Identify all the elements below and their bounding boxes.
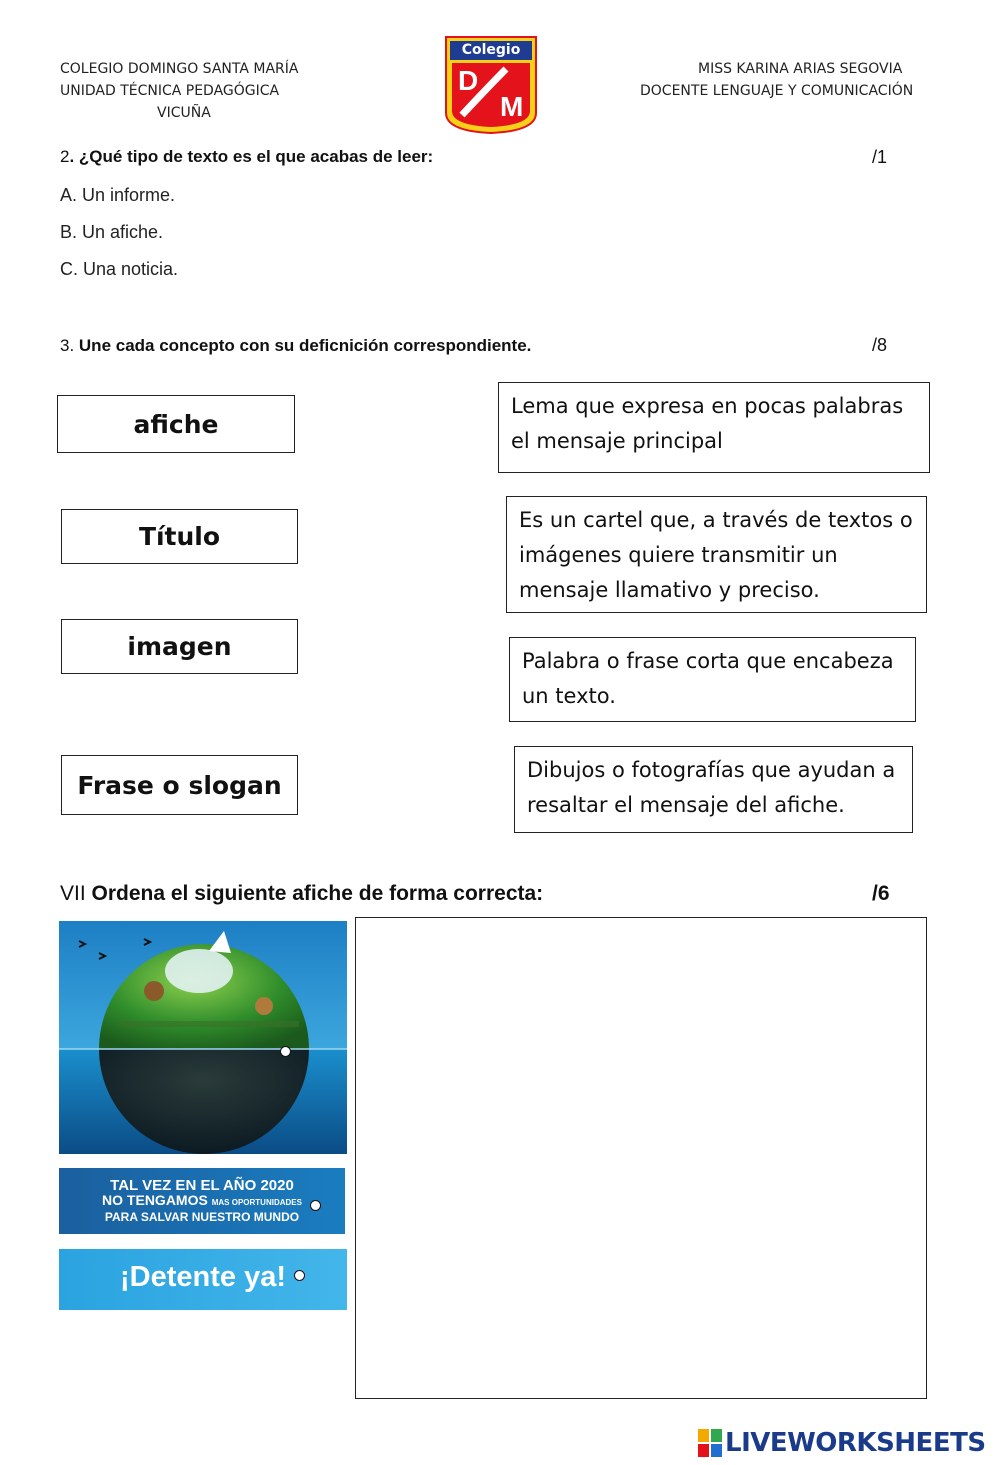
drag-handle-dot[interactable]: [280, 1046, 291, 1057]
school-logo: [444, 35, 538, 135]
banner-line-2b: MAS OPORTUNIDADES: [211, 1198, 302, 1207]
concept-titulo[interactable]: Título: [61, 509, 298, 564]
definition-titulo[interactable]: Palabra o frase corta que encabeza un texto.: [509, 637, 916, 722]
logo-letter-m: M: [500, 91, 524, 122]
question-2-option-c[interactable]: C. Una noticia.: [60, 259, 179, 279]
question-2-score: /1: [872, 147, 888, 167]
school-city: VICUÑA: [157, 105, 211, 121]
question-7-score: /6: [872, 882, 890, 905]
school-unit: UNIDAD TÉCNICA PEDAGÓGICA: [60, 83, 280, 99]
poster-piece-banner[interactable]: [59, 1168, 345, 1234]
drag-handle-dot[interactable]: [310, 1200, 321, 1211]
question-7-text: Ordena el siguiente afiche de forma correcta:: [91, 882, 544, 905]
banner-line-1: TAL VEZ EN EL AÑO 2020: [110, 1177, 294, 1194]
school-header-right: [640, 58, 935, 102]
liveworksheets-icon: [698, 1429, 722, 1457]
question-3-score: /8: [872, 335, 888, 355]
question-7-title: [60, 882, 543, 906]
poster-piece-cta[interactable]: [59, 1249, 347, 1310]
banner-line-2a: NO TENGAMOS: [102, 1192, 208, 1208]
teacher-name: MISS KARINA ARIAS SEGOVIA: [698, 61, 903, 77]
logo-letter-d: D: [458, 65, 479, 96]
drag-handle-dot[interactable]: [294, 1270, 305, 1281]
liveworksheets-brand: LIVEWORKSHEETS: [725, 1428, 986, 1458]
question-2-text: . ¿Qué tipo de texto es el que acabas de leer:: [69, 147, 434, 166]
definition-slogan[interactable]: Lema que expresa en pocas palabras el mensaje principal: [498, 382, 930, 473]
question-2-option-b[interactable]: B. Un afiche.: [60, 222, 164, 242]
question-3-number: 3.: [60, 336, 79, 355]
definition-imagen[interactable]: Dibujos o fotografías que ayudan a resaltar el mensaje del afiche.: [514, 746, 913, 833]
liveworksheets-logo: [698, 1428, 986, 1458]
question-7-prefix: VII: [60, 882, 92, 905]
school-name: COLEGIO DOMINGO SANTA MARÍA: [60, 61, 299, 77]
concept-afiche[interactable]: afiche: [57, 395, 295, 453]
question-2-number: 2: [60, 147, 70, 166]
question-2-option-a[interactable]: A. Un informe.: [60, 185, 176, 205]
definition-afiche[interactable]: Es un cartel que, a través de textos o imágenes quiere transmitir un mensaje llamativo y preciso.: [506, 496, 927, 613]
planet-earth-image: [59, 921, 347, 1154]
banner-line-2: [59, 1193, 345, 1210]
concept-imagen[interactable]: imagen: [61, 619, 298, 674]
school-header-left: [60, 58, 298, 124]
banner-line-3: PARA SALVAR NUESTRO MUNDO: [104, 1210, 300, 1224]
question-3-text: Une cada concepto con su deficnición correspondiente.: [78, 336, 532, 355]
logo-top-text: Colegio: [461, 42, 521, 58]
question-3-title: [60, 336, 531, 356]
poster-drop-area[interactable]: [355, 917, 927, 1399]
teacher-role: DOCENTE LENGUAJE Y COMUNICACIÓN: [640, 83, 914, 99]
question-2-title: [60, 147, 433, 167]
cta-text: ¡Detente ya!: [120, 1261, 286, 1293]
concept-frase-slogan[interactable]: Frase o slogan: [61, 755, 298, 815]
poster-piece-image[interactable]: [59, 921, 347, 1154]
